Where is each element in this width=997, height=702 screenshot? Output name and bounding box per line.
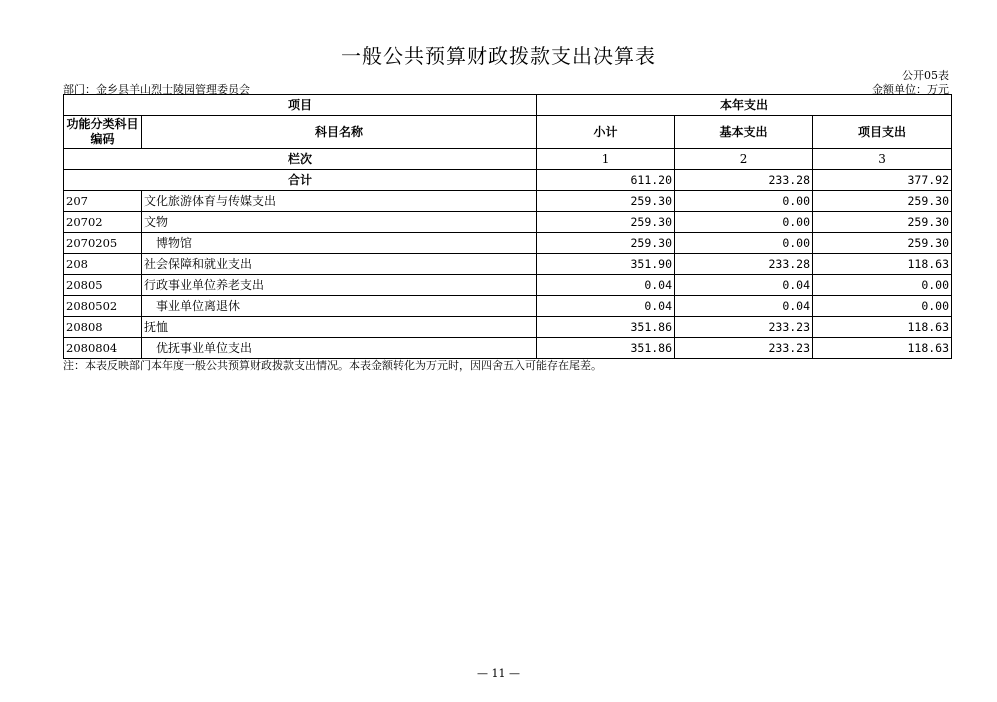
row-basic: 0.00 bbox=[675, 191, 813, 212]
col-number-3: 3 bbox=[813, 149, 952, 170]
header-subject-name: 科目名称 bbox=[142, 116, 537, 149]
row-project: 259.30 bbox=[813, 191, 952, 212]
header-row-1 bbox=[64, 95, 952, 116]
header-current-year: 本年支出 bbox=[537, 95, 952, 116]
row-code: 20702 bbox=[64, 212, 142, 233]
page-number: — 11 — bbox=[477, 667, 520, 680]
column-label: 栏次 bbox=[64, 149, 537, 170]
row-name: 博物馆 bbox=[142, 233, 537, 254]
amount-unit-label: 金额单位：万元 bbox=[872, 83, 949, 96]
row-subtotal: 259.30 bbox=[537, 212, 675, 233]
row-project: 118.63 bbox=[813, 254, 952, 275]
table-row bbox=[64, 254, 952, 275]
table-row bbox=[64, 338, 952, 359]
col-number-1: 1 bbox=[537, 149, 675, 170]
row-subtotal: 0.04 bbox=[537, 275, 675, 296]
row-basic: 0.00 bbox=[675, 233, 813, 254]
row-code: 2070205 bbox=[64, 233, 142, 254]
row-name: 事业单位离退休 bbox=[142, 296, 537, 317]
row-code: 2080804 bbox=[64, 338, 142, 359]
row-project: 0.00 bbox=[813, 296, 952, 317]
row-code: 2080502 bbox=[64, 296, 142, 317]
department-label: 部门：金乡县羊山烈士陵园管理委员会 bbox=[63, 83, 250, 96]
header-subtotal: 小计 bbox=[537, 116, 675, 149]
row-project: 118.63 bbox=[813, 338, 952, 359]
row-code: 208 bbox=[64, 254, 142, 275]
row-subtotal: 259.30 bbox=[537, 233, 675, 254]
total-project: 377.92 bbox=[813, 170, 952, 191]
header-basic: 基本支出 bbox=[675, 116, 813, 149]
row-name: 社会保障和就业支出 bbox=[142, 254, 537, 275]
total-label: 合计 bbox=[64, 170, 537, 191]
header-item: 项目 bbox=[64, 95, 537, 116]
header-project: 项目支出 bbox=[813, 116, 952, 149]
table-row bbox=[64, 275, 952, 296]
row-name: 行政事业单位养老支出 bbox=[142, 275, 537, 296]
row-project: 259.30 bbox=[813, 233, 952, 254]
row-project: 0.00 bbox=[813, 275, 952, 296]
row-basic: 0.00 bbox=[675, 212, 813, 233]
row-subtotal: 351.90 bbox=[537, 254, 675, 275]
column-number-row bbox=[64, 149, 952, 170]
row-name: 优抚事业单位支出 bbox=[142, 338, 537, 359]
row-code: 20808 bbox=[64, 317, 142, 338]
page-title: 一般公共预算财政拨款支出决算表 bbox=[341, 44, 656, 68]
table-row bbox=[64, 317, 952, 338]
row-name: 抚恤 bbox=[142, 317, 537, 338]
table-row bbox=[64, 296, 952, 317]
table-row bbox=[64, 233, 952, 254]
row-basic: 0.04 bbox=[675, 296, 813, 317]
row-subtotal: 351.86 bbox=[537, 338, 675, 359]
row-name: 文物 bbox=[142, 212, 537, 233]
row-subtotal: 259.30 bbox=[537, 191, 675, 212]
row-project: 259.30 bbox=[813, 212, 952, 233]
total-row bbox=[64, 170, 952, 191]
form-number: 公开05表 bbox=[902, 69, 949, 82]
row-project: 118.63 bbox=[813, 317, 952, 338]
row-code: 20805 bbox=[64, 275, 142, 296]
row-subtotal: 351.86 bbox=[537, 317, 675, 338]
row-basic: 0.04 bbox=[675, 275, 813, 296]
table-row bbox=[64, 191, 952, 212]
header-func-code: 功能分类科目编码 bbox=[64, 116, 142, 149]
row-basic: 233.28 bbox=[675, 254, 813, 275]
table-row bbox=[64, 212, 952, 233]
budget-table bbox=[63, 94, 952, 359]
row-basic: 233.23 bbox=[675, 338, 813, 359]
row-code: 207 bbox=[64, 191, 142, 212]
table-footnote: 注：本表反映部门本年度一般公共预算财政拨款支出情况。本表金额转化为万元时，因四舍五入可能存在尾差。 bbox=[63, 359, 602, 372]
total-subtotal: 611.20 bbox=[537, 170, 675, 191]
row-subtotal: 0.04 bbox=[537, 296, 675, 317]
row-name: 文化旅游体育与传媒支出 bbox=[142, 191, 537, 212]
col-number-2: 2 bbox=[675, 149, 813, 170]
total-basic: 233.28 bbox=[675, 170, 813, 191]
header-row-2 bbox=[64, 116, 952, 149]
row-basic: 233.23 bbox=[675, 317, 813, 338]
